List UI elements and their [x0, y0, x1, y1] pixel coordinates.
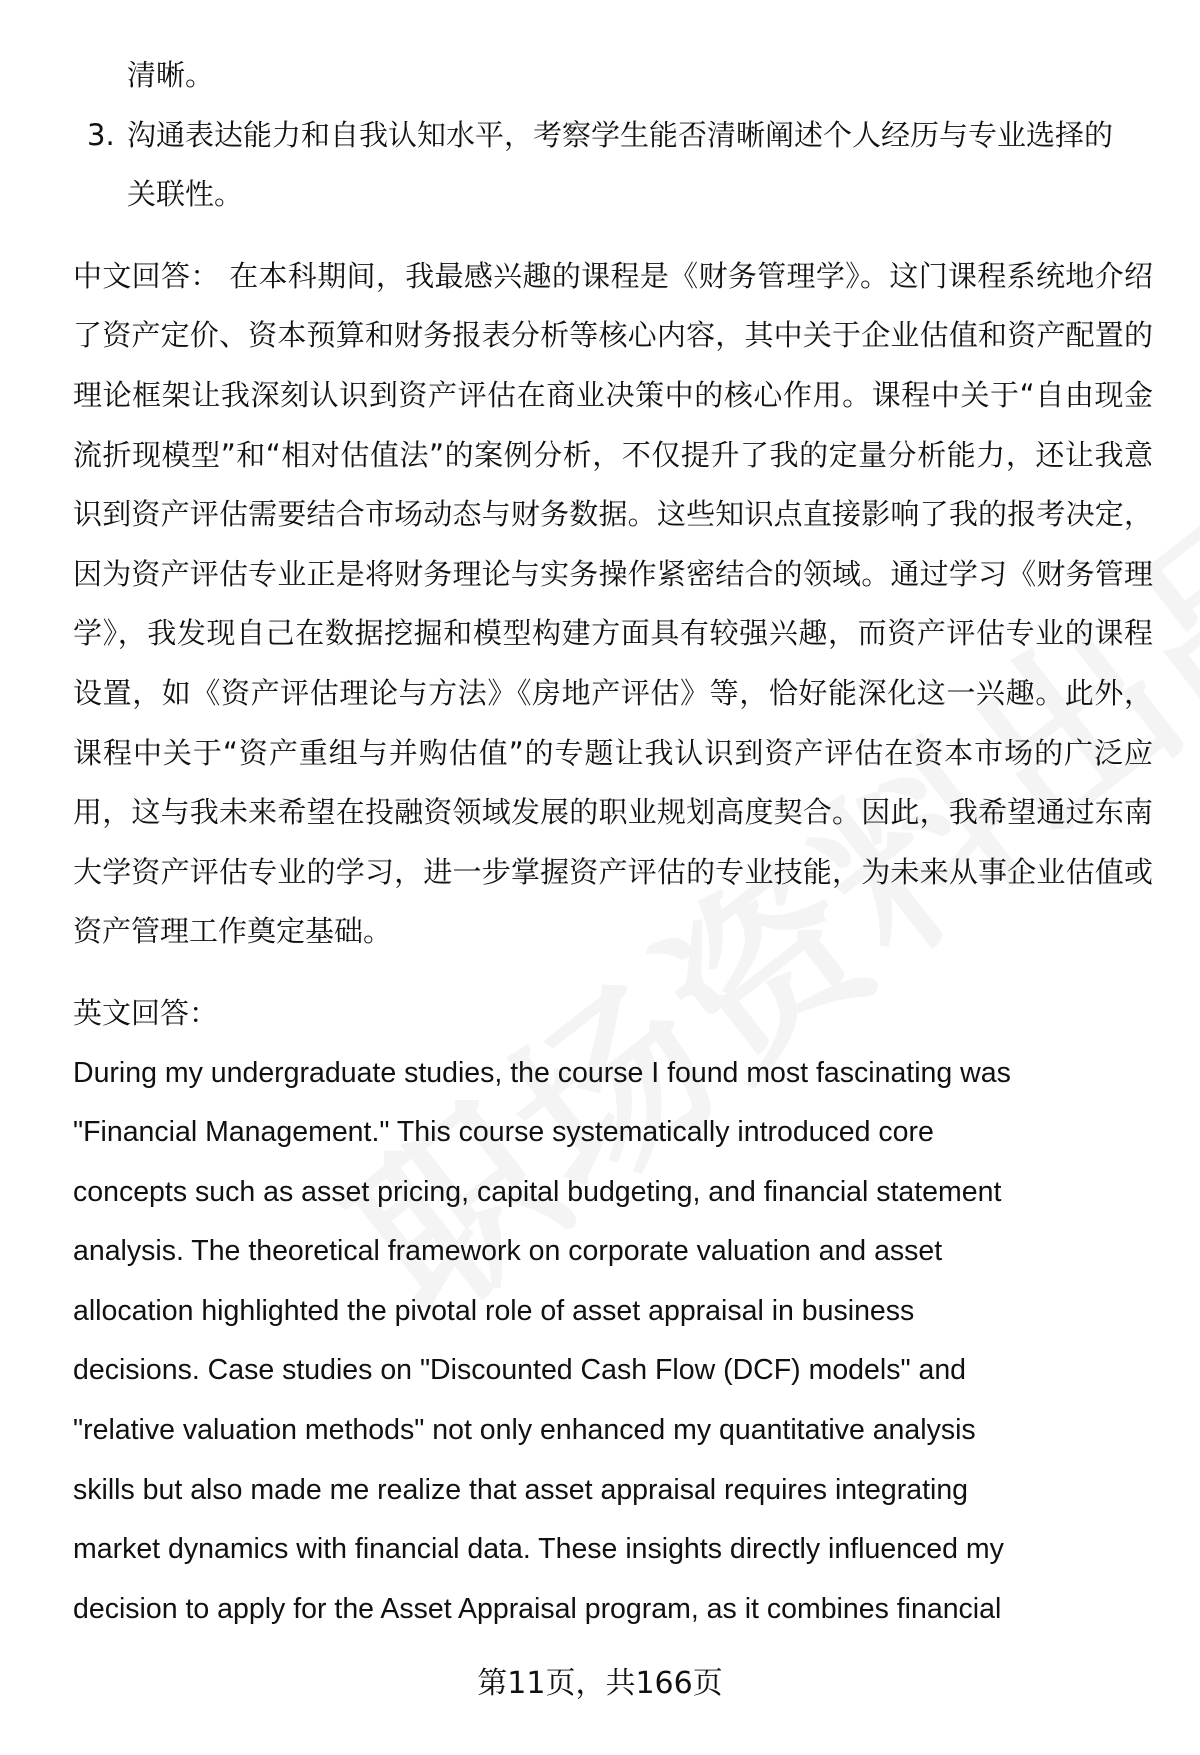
- page-content: [73, 46, 1153, 1639]
- chinese-answer-paragraph: [73, 247, 1153, 962]
- english-answer-line: analysis. The theoretical framework on corporate valuation and asset: [73, 1235, 943, 1268]
- chinese-answer-text: 在本科期间，我最感兴趣的课程是《财务管理学》。这门课程系统地介绍了资产定价、资本预算和财务报表分析等核心内容，其中关于企业估值和资产配置的理论框架让我深刻认识到资产评估在商业决策中的核心作用。课程中关于“自由现金流折现模型”和“相对估值法”的案例分析，不仅提升了我的定量分析能力，还让我意识到资产评估需要结合市场动态与财务数据。这些知识点直接影响了我的报考决定，因为资产评估专业正是将财务理论与实务操作紧密结合的领域。通过学习《财务管理学》，我发现自己在数据挖掘和模型构建方面具有较强兴趣，而资产评估专业的课程设置，如《资产评估理论与方法》《房地产评估》等，恰好能深化这一兴趣。此外，课程中关于“资产重组与并购估值”的专题让我认识到资产评估在资本市场的广泛应用，这与我未来希望在投融资领域发展的职业规划高度契合。因此，我希望通过东南大学资产评估专业的学习，进一步掌握资产评估的专业技能，为未来从事企业估值或资产管理工作奠定基础。: [73, 258, 1153, 949]
- section-gap: [73, 225, 1153, 247]
- list-item-text-line1: 沟通表达能力和自我认知水平，考察学生能否清晰阐述个人经历与专业选择的: [127, 117, 1114, 152]
- english-answer-line: concepts such as asset pricing, capital budgeting, and financial statement: [73, 1175, 1002, 1208]
- chinese-answer-label: 中文回答：: [73, 258, 220, 293]
- english-answer-line: "Financial Management." This course systematically introduced core: [73, 1116, 934, 1149]
- english-answer-label: 英文回答：: [73, 995, 219, 1030]
- section-gap: [73, 962, 1153, 984]
- page-footer: 第11页，共166页: [477, 1666, 723, 1701]
- english-answer-line: decisions. Case studies on "Discounted Cash Flow (DCF) models" and: [73, 1354, 967, 1387]
- english-answer-line: "relative valuation methods" not only enhanced my quantitative analysis: [73, 1414, 976, 1447]
- english-answer-line: decision to apply for the Asset Appraisal program, as it combines financial: [73, 1592, 1002, 1625]
- previous-item-continuation: 清晰。: [127, 58, 215, 92]
- list-item-text-line2: 关联性。: [127, 177, 244, 212]
- list-item-3: [73, 106, 1153, 166]
- english-answer-line: skills but also made me realize that asset appraisal requires integrating: [73, 1473, 969, 1506]
- english-answer-line: market dynamics with financial data. These insights directly influenced my: [73, 1533, 1004, 1566]
- english-answer-line: During my undergraduate studies, the course I found most fascinating was: [73, 1056, 1011, 1089]
- english-answer-line: allocation highlighted the pivotal role of asset appraisal in business: [73, 1294, 915, 1327]
- list-item-number: 3.: [87, 117, 115, 152]
